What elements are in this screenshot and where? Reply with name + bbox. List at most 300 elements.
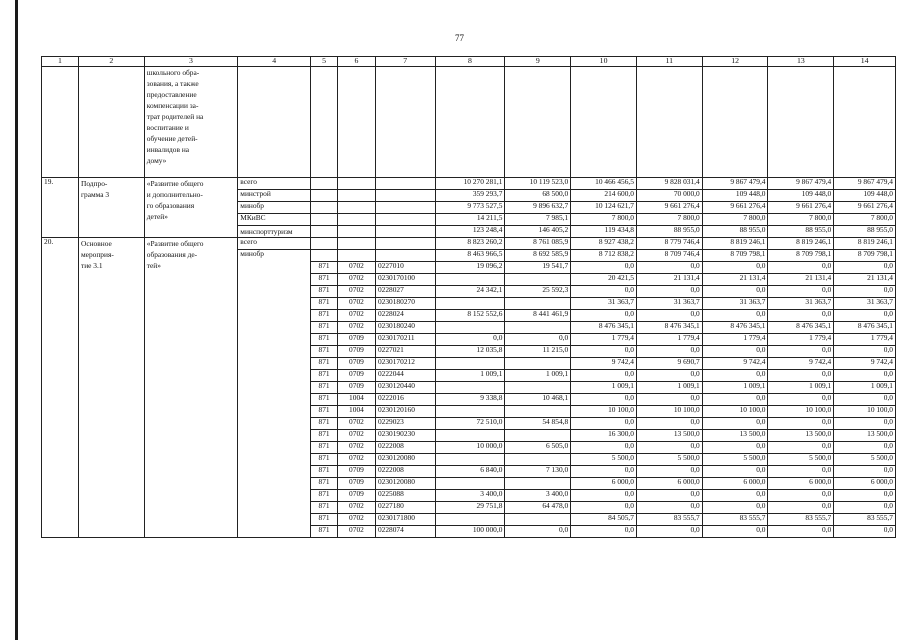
value-cell: 10 100,0 xyxy=(834,406,896,418)
column-header: 13 xyxy=(768,57,834,67)
value-cell: 0,0 xyxy=(702,526,768,538)
column-header: 4 xyxy=(238,57,311,67)
value-cell: 8 712 838,2 xyxy=(571,250,637,262)
left-margin-bar xyxy=(15,0,18,640)
value-cell: 109 448,0 xyxy=(768,190,834,202)
page-number: 77 xyxy=(455,33,464,43)
value-cell: 0,0 xyxy=(834,418,896,430)
table-cell xyxy=(337,67,375,178)
target-code: 0222008 xyxy=(375,466,435,478)
program-title: «Развитие общего и дополнительно- го образования детей» xyxy=(144,178,238,238)
value-cell: 8 779 746,4 xyxy=(636,238,702,250)
event-title: «Развитие общего образования де- тей» xyxy=(144,238,238,538)
value-cell: 10 100,0 xyxy=(768,406,834,418)
value-cell: 31 363,7 xyxy=(571,298,637,310)
value-cell xyxy=(435,358,505,370)
section-code: 0709 xyxy=(337,334,375,346)
value-cell: 1 779,4 xyxy=(768,334,834,346)
grbs-code: 871 xyxy=(311,490,338,502)
value-cell: 31 363,7 xyxy=(636,298,702,310)
value-cell: 0,0 xyxy=(702,262,768,274)
target-code: 0230120080 xyxy=(375,454,435,466)
value-cell: 8 476 345,1 xyxy=(702,322,768,334)
value-cell: 0,0 xyxy=(636,502,702,514)
grbs-code: 871 xyxy=(311,514,338,526)
value-cell: 0,0 xyxy=(834,502,896,514)
value-cell: 88 955,0 xyxy=(636,226,702,238)
value-cell: 83 555,7 xyxy=(834,514,896,526)
column-header: 14 xyxy=(834,57,896,67)
value-cell: 8 709 746,4 xyxy=(636,250,702,262)
value-cell: 0,0 xyxy=(702,490,768,502)
value-cell: 9 742,4 xyxy=(768,358,834,370)
value-cell: 64 478,0 xyxy=(505,502,571,514)
value-cell: 0,0 xyxy=(571,394,637,406)
executor-cell: минстрой xyxy=(238,190,311,202)
table-cell xyxy=(702,67,768,178)
value-cell: 1 009,1 xyxy=(505,370,571,382)
value-cell: 29 751,8 xyxy=(435,502,505,514)
value-cell: 1 009,1 xyxy=(834,382,896,394)
target-code: 0230190230 xyxy=(375,430,435,442)
table-cell xyxy=(311,67,338,178)
table-cell xyxy=(375,214,435,226)
value-cell: 7 800,0 xyxy=(702,214,768,226)
value-cell: 0,0 xyxy=(702,502,768,514)
table-cell xyxy=(375,178,435,190)
value-cell xyxy=(435,478,505,490)
table-cell xyxy=(375,250,435,262)
section-code: 0702 xyxy=(337,298,375,310)
value-cell: 0,0 xyxy=(768,310,834,322)
executor-cell: всего xyxy=(238,178,311,190)
target-code: 0228074 xyxy=(375,526,435,538)
value-cell: 20 421,5 xyxy=(571,274,637,286)
value-cell: 9 661 276,4 xyxy=(768,202,834,214)
value-cell: 10 000,0 xyxy=(435,442,505,454)
section-code: 0702 xyxy=(337,418,375,430)
table-cell xyxy=(435,67,505,178)
value-cell: 0,0 xyxy=(636,490,702,502)
value-cell: 0,0 xyxy=(834,310,896,322)
table-cell xyxy=(834,67,896,178)
value-cell xyxy=(435,514,505,526)
value-cell: 0,0 xyxy=(505,526,571,538)
value-cell: 0,0 xyxy=(571,526,637,538)
value-cell: 0,0 xyxy=(702,370,768,382)
target-code: 0230170212 xyxy=(375,358,435,370)
value-cell: 0,0 xyxy=(834,262,896,274)
continuation-row xyxy=(42,67,896,178)
value-cell: 0,0 xyxy=(571,442,637,454)
grbs-code: 871 xyxy=(311,286,338,298)
column-header: 5 xyxy=(311,57,338,67)
value-cell xyxy=(505,358,571,370)
value-cell: 83 555,7 xyxy=(768,514,834,526)
value-cell: 9 742,4 xyxy=(834,358,896,370)
value-cell xyxy=(505,454,571,466)
section-code: 0709 xyxy=(337,382,375,394)
value-cell: 0,0 xyxy=(636,346,702,358)
value-cell: 0,0 xyxy=(636,526,702,538)
grbs-code: 871 xyxy=(311,394,338,406)
column-header: 10 xyxy=(571,57,637,67)
value-cell: 8 476 345,1 xyxy=(834,322,896,334)
target-code: 0227180 xyxy=(375,502,435,514)
column-header: 7 xyxy=(375,57,435,67)
value-cell: 10 100,0 xyxy=(571,406,637,418)
value-cell: 6 840,0 xyxy=(435,466,505,478)
target-code: 0230180240 xyxy=(375,322,435,334)
value-cell: 6 000,0 xyxy=(834,478,896,490)
table-cell xyxy=(375,226,435,238)
section-code: 0702 xyxy=(337,274,375,286)
value-cell: 0,0 xyxy=(834,526,896,538)
grbs-code: 871 xyxy=(311,322,338,334)
grbs-code: 871 xyxy=(311,478,338,490)
header-row xyxy=(42,57,896,67)
value-cell: 11 215,0 xyxy=(505,346,571,358)
executor-cell: МКиВС xyxy=(238,214,311,226)
value-cell: 9 661 276,4 xyxy=(636,202,702,214)
target-code: 0222008 xyxy=(375,442,435,454)
value-cell: 1 779,4 xyxy=(636,334,702,346)
grbs-code: 871 xyxy=(311,370,338,382)
value-cell: 8 927 438,2 xyxy=(571,238,637,250)
value-cell xyxy=(435,322,505,334)
column-header: 6 xyxy=(337,57,375,67)
table-cell xyxy=(571,67,637,178)
value-cell: 21 131,4 xyxy=(702,274,768,286)
grbs-code: 871 xyxy=(311,262,338,274)
value-cell: 0,0 xyxy=(702,286,768,298)
table-cell xyxy=(375,67,435,178)
target-code: 0228024 xyxy=(375,310,435,322)
target-code: 0222044 xyxy=(375,370,435,382)
value-cell: 1 009,1 xyxy=(636,382,702,394)
section-code: 0702 xyxy=(337,442,375,454)
value-cell: 0,0 xyxy=(834,394,896,406)
value-cell: 9 773 527,5 xyxy=(435,202,505,214)
value-cell: 8 709 798,1 xyxy=(834,250,896,262)
table-cell xyxy=(337,202,375,214)
grbs-code: 871 xyxy=(311,526,338,538)
value-cell xyxy=(435,298,505,310)
grbs-code: 871 xyxy=(311,334,338,346)
value-cell: 88 955,0 xyxy=(768,226,834,238)
target-code: 0230170100 xyxy=(375,274,435,286)
value-cell: 0,0 xyxy=(834,490,896,502)
value-cell: 0,0 xyxy=(834,442,896,454)
value-cell: 83 555,7 xyxy=(636,514,702,526)
value-cell: 88 955,0 xyxy=(834,226,896,238)
value-cell: 214 600,0 xyxy=(571,190,637,202)
row-number: 19. xyxy=(42,178,79,238)
table-row xyxy=(42,238,896,250)
grbs-code: 871 xyxy=(311,466,338,478)
section-code: 0702 xyxy=(337,322,375,334)
value-cell: 21 131,4 xyxy=(768,274,834,286)
value-cell: 0,0 xyxy=(571,346,637,358)
value-cell: 9 690,7 xyxy=(636,358,702,370)
value-cell: 7 800,0 xyxy=(768,214,834,226)
value-cell: 0,0 xyxy=(768,394,834,406)
value-cell xyxy=(505,478,571,490)
value-cell: 25 592,3 xyxy=(505,286,571,298)
value-cell: 0,0 xyxy=(636,286,702,298)
table-cell xyxy=(311,214,338,226)
value-cell: 8 709 798,1 xyxy=(768,250,834,262)
value-cell: 6 000,0 xyxy=(571,478,637,490)
column-header: 11 xyxy=(636,57,702,67)
value-cell: 5 500,0 xyxy=(768,454,834,466)
value-cell: 7 130,0 xyxy=(505,466,571,478)
value-cell xyxy=(505,274,571,286)
value-cell: 14 211,5 xyxy=(435,214,505,226)
value-cell: 0,0 xyxy=(571,466,637,478)
value-cell: 0,0 xyxy=(571,370,637,382)
column-header: 8 xyxy=(435,57,505,67)
grbs-code: 871 xyxy=(311,430,338,442)
target-code: 0227010 xyxy=(375,262,435,274)
value-cell: 21 131,4 xyxy=(834,274,896,286)
value-cell: 6 505,0 xyxy=(505,442,571,454)
target-code: 0228027 xyxy=(375,286,435,298)
grbs-code: 871 xyxy=(311,418,338,430)
value-cell: 9 742,4 xyxy=(571,358,637,370)
table-cell xyxy=(311,178,338,190)
value-cell: 9 867 479,4 xyxy=(768,178,834,190)
value-cell: 13 500,0 xyxy=(834,430,896,442)
value-cell: 7 800,0 xyxy=(571,214,637,226)
value-cell: 119 434,8 xyxy=(571,226,637,238)
value-cell: 0,0 xyxy=(834,466,896,478)
value-cell: 8 709 798,1 xyxy=(702,250,768,262)
grbs-code: 871 xyxy=(311,358,338,370)
value-cell: 0,0 xyxy=(636,442,702,454)
column-header: 2 xyxy=(78,57,144,67)
value-cell: 100 000,0 xyxy=(435,526,505,538)
column-header: 3 xyxy=(144,57,238,67)
section-code: 0702 xyxy=(337,286,375,298)
value-cell: 9 338,8 xyxy=(435,394,505,406)
table-cell xyxy=(311,250,338,262)
value-cell: 68 500,0 xyxy=(505,190,571,202)
value-cell xyxy=(435,406,505,418)
value-cell: 72 510,0 xyxy=(435,418,505,430)
table-cell xyxy=(42,67,79,178)
value-cell: 1 779,4 xyxy=(702,334,768,346)
value-cell: 6 000,0 xyxy=(636,478,702,490)
value-cell: 0,0 xyxy=(702,310,768,322)
value-cell: 0,0 xyxy=(768,526,834,538)
value-cell: 84 505,7 xyxy=(571,514,637,526)
value-cell: 1 779,4 xyxy=(571,334,637,346)
target-code: 0230180270 xyxy=(375,298,435,310)
value-cell xyxy=(435,430,505,442)
value-cell: 0,0 xyxy=(834,370,896,382)
column-header: 9 xyxy=(505,57,571,67)
value-cell: 5 500,0 xyxy=(702,454,768,466)
value-cell: 13 500,0 xyxy=(636,430,702,442)
value-cell: 7 985,1 xyxy=(505,214,571,226)
value-cell: 0,0 xyxy=(636,466,702,478)
value-cell: 19 096,2 xyxy=(435,262,505,274)
value-cell: 10 119 523,0 xyxy=(505,178,571,190)
section-code: 0702 xyxy=(337,526,375,538)
value-cell: 31 363,7 xyxy=(834,298,896,310)
value-cell: 0,0 xyxy=(571,502,637,514)
value-cell: 10 466 456,5 xyxy=(571,178,637,190)
row-number: 20. xyxy=(42,238,79,538)
target-code: 0227021 xyxy=(375,346,435,358)
grbs-code: 871 xyxy=(311,346,338,358)
value-cell: 31 363,7 xyxy=(702,298,768,310)
value-cell: 0,0 xyxy=(834,286,896,298)
value-cell: 8 476 345,1 xyxy=(571,322,637,334)
target-code: 0230120160 xyxy=(375,406,435,418)
value-cell: 0,0 xyxy=(768,346,834,358)
value-cell: 21 131,4 xyxy=(636,274,702,286)
value-cell: 8 476 345,1 xyxy=(636,322,702,334)
value-cell: 0,0 xyxy=(571,418,637,430)
value-cell: 0,0 xyxy=(435,334,505,346)
target-code: 0222016 xyxy=(375,394,435,406)
section-code: 0709 xyxy=(337,490,375,502)
value-cell: 8 761 085,9 xyxy=(505,238,571,250)
table-cell xyxy=(311,202,338,214)
target-code: 0230120440 xyxy=(375,382,435,394)
value-cell: 0,0 xyxy=(636,262,702,274)
table-cell xyxy=(375,202,435,214)
section-code: 0702 xyxy=(337,502,375,514)
section-code: 0702 xyxy=(337,310,375,322)
table-cell xyxy=(337,190,375,202)
section-code: 0702 xyxy=(337,454,375,466)
value-cell: 13 500,0 xyxy=(768,430,834,442)
section-code: 1004 xyxy=(337,394,375,406)
value-cell: 0,0 xyxy=(636,310,702,322)
value-cell: 9 896 632,7 xyxy=(505,202,571,214)
value-cell: 0,0 xyxy=(636,370,702,382)
table-cell xyxy=(375,238,435,250)
column-header: 1 xyxy=(42,57,79,67)
section-code: 0709 xyxy=(337,346,375,358)
executor-cell: минспорттуризм xyxy=(238,226,311,238)
table-cell xyxy=(78,67,144,178)
value-cell: 0,0 xyxy=(768,370,834,382)
column-header: 12 xyxy=(702,57,768,67)
value-cell: 109 448,0 xyxy=(834,190,896,202)
target-code: 0225088 xyxy=(375,490,435,502)
section-code: 0709 xyxy=(337,466,375,478)
table-cell xyxy=(311,226,338,238)
value-cell: 9 867 479,4 xyxy=(834,178,896,190)
value-cell: 5 500,0 xyxy=(834,454,896,466)
value-cell: 54 854,8 xyxy=(505,418,571,430)
value-cell xyxy=(505,382,571,394)
target-code: 0230170211 xyxy=(375,334,435,346)
table-cell xyxy=(337,250,375,262)
value-cell: 0,0 xyxy=(768,442,834,454)
value-cell: 0,0 xyxy=(702,442,768,454)
value-cell: 3 400,0 xyxy=(435,490,505,502)
section-code: 0709 xyxy=(337,478,375,490)
value-cell: 0,0 xyxy=(768,490,834,502)
section-code: 0709 xyxy=(337,370,375,382)
value-cell: 6 000,0 xyxy=(768,478,834,490)
grbs-code: 871 xyxy=(311,502,338,514)
value-cell xyxy=(505,430,571,442)
budget-table xyxy=(41,56,896,538)
section-code: 1004 xyxy=(337,406,375,418)
value-cell: 109 448,0 xyxy=(702,190,768,202)
table-cell xyxy=(238,67,311,178)
section-code: 0702 xyxy=(337,514,375,526)
value-cell: 0,0 xyxy=(571,286,637,298)
value-cell: 0,0 xyxy=(571,490,637,502)
value-cell: 0,0 xyxy=(505,334,571,346)
value-cell: 12 035,8 xyxy=(435,346,505,358)
table-cell xyxy=(505,67,571,178)
value-cell: 24 342,1 xyxy=(435,286,505,298)
value-cell: 8 823 260,2 xyxy=(435,238,505,250)
value-cell: 10 100,0 xyxy=(702,406,768,418)
value-cell: 0,0 xyxy=(636,418,702,430)
value-cell: 0,0 xyxy=(571,310,637,322)
table-cell xyxy=(311,190,338,202)
grbs-code: 871 xyxy=(311,382,338,394)
value-cell: 9 867 479,4 xyxy=(702,178,768,190)
grbs-code: 871 xyxy=(311,274,338,286)
value-cell xyxy=(505,406,571,418)
value-cell xyxy=(435,454,505,466)
value-cell: 5 500,0 xyxy=(636,454,702,466)
target-code: 0230171800 xyxy=(375,514,435,526)
value-cell: 0,0 xyxy=(702,394,768,406)
value-cell: 8 463 966,5 xyxy=(435,250,505,262)
value-cell: 9 661 276,4 xyxy=(702,202,768,214)
table-cell xyxy=(337,178,375,190)
value-cell: 31 363,7 xyxy=(768,298,834,310)
value-cell: 83 555,7 xyxy=(702,514,768,526)
value-cell: 0,0 xyxy=(768,418,834,430)
value-cell xyxy=(505,322,571,334)
section-code: 0702 xyxy=(337,262,375,274)
grbs-code: 871 xyxy=(311,442,338,454)
value-cell: 88 955,0 xyxy=(702,226,768,238)
value-cell: 0,0 xyxy=(702,466,768,478)
value-cell: 9 828 031,4 xyxy=(636,178,702,190)
value-cell: 8 441 461,9 xyxy=(505,310,571,322)
value-cell: 0,0 xyxy=(768,286,834,298)
table-cell xyxy=(311,238,338,250)
value-cell: 10 468,1 xyxy=(505,394,571,406)
program-name: Подпро- грамма 3 xyxy=(78,178,144,238)
value-cell: 7 800,0 xyxy=(834,214,896,226)
value-cell: 1 009,1 xyxy=(768,382,834,394)
value-cell: 0,0 xyxy=(702,418,768,430)
event-name: Основное мероприя- тие 3.1 xyxy=(78,238,144,538)
value-cell: 10 270 281,1 xyxy=(435,178,505,190)
value-cell: 8 692 585,9 xyxy=(505,250,571,262)
table-row xyxy=(42,178,896,190)
value-cell: 0,0 xyxy=(571,262,637,274)
value-cell: 9 661 276,4 xyxy=(834,202,896,214)
grbs-code: 871 xyxy=(311,298,338,310)
value-cell xyxy=(435,382,505,394)
value-cell: 8 476 345,1 xyxy=(768,322,834,334)
